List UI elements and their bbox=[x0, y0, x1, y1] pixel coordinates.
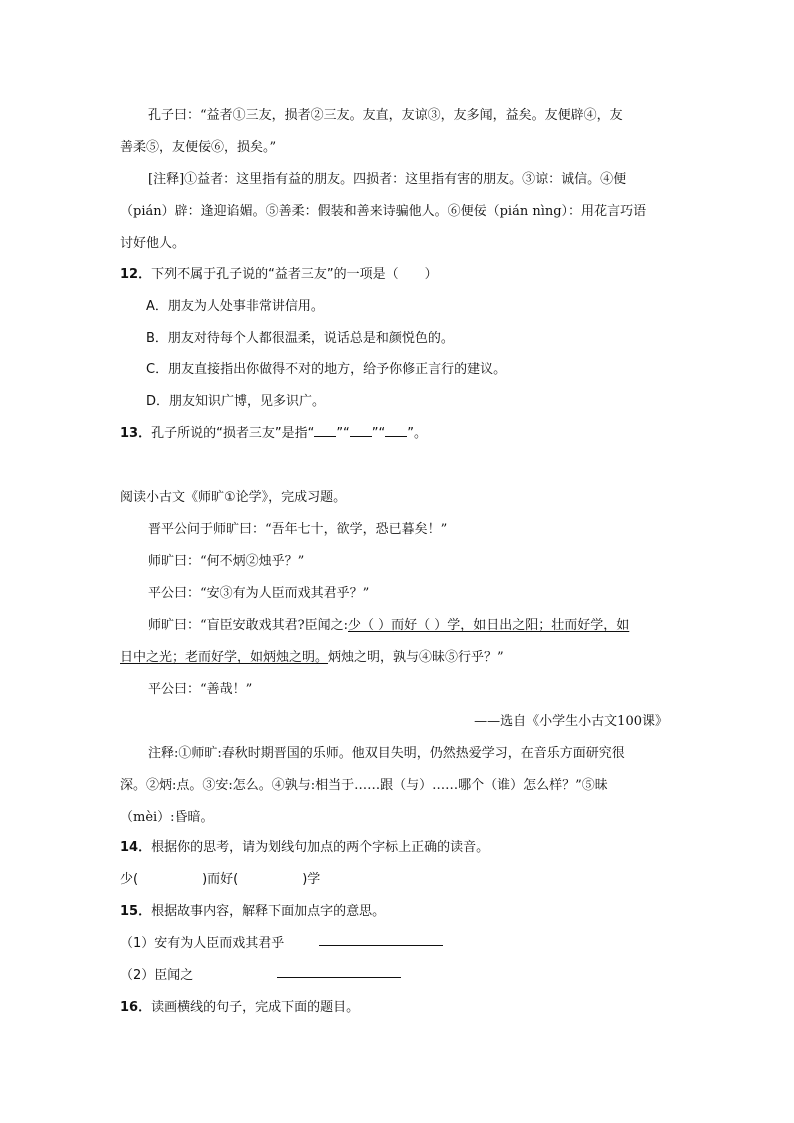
reading2-p4-start: 师旷曰：“盲臣安敢戏其君?臣闻之: bbox=[148, 618, 348, 633]
question-number: 16． bbox=[120, 1000, 152, 1015]
option-c[interactable]: C．朋友直接指出你做得不对的地方，给予你修正言行的建议。 bbox=[146, 362, 507, 377]
reading2-p3: 平公曰：“安③有为人臣而戏其君乎？” bbox=[148, 586, 370, 601]
reading2-intro: 阅读小古文《师旷①论学》，完成习题。 bbox=[120, 490, 347, 505]
underlined-sentence-part1: 少（ ）而好（ ）学，如日出之阳；壮而好学，如 bbox=[348, 618, 630, 633]
passage1-line2: 善柔⑤，友便佞⑥，损矣。” bbox=[120, 140, 277, 155]
passage1-note-line3: 讨好他人。 bbox=[120, 236, 186, 251]
answer-middle: )而好( bbox=[202, 872, 239, 887]
answer-prefix: 少( bbox=[120, 872, 139, 887]
quote-separator: ”“ bbox=[371, 426, 386, 441]
answer-blank-1[interactable] bbox=[314, 424, 336, 437]
question-number: 13． bbox=[120, 426, 152, 441]
reading2-p6: 平公曰：“善哉！” bbox=[148, 682, 253, 697]
reading2-p4 bbox=[148, 614, 629, 633]
question-stem: 下列不属于孔子说的“益者三友”的一项是（ ） bbox=[151, 267, 438, 282]
question-stem: 孔子所说的“损者三友”是指“ bbox=[151, 426, 315, 441]
question-12 bbox=[120, 263, 438, 282]
question-stem: 根据故事内容，解释下面加点字的意思。 bbox=[151, 904, 386, 919]
answer-line-1[interactable] bbox=[319, 945, 443, 946]
question-16 bbox=[120, 996, 359, 1015]
reading2-p5 bbox=[120, 646, 504, 665]
question-14-answer bbox=[120, 868, 320, 887]
answer-blank-3[interactable] bbox=[385, 424, 407, 437]
quote-end: ”。 bbox=[407, 426, 428, 441]
answer-suffix: )学 bbox=[302, 872, 321, 887]
question-15-item2: （2）臣闻之 bbox=[120, 968, 194, 983]
passage1-note-line2: （pián）辟：逢迎谄媚。⑤善柔：假装和善来诗骗他人。⑥便佞（pián nìng）：用花言巧语 bbox=[120, 204, 647, 219]
question-15 bbox=[120, 900, 385, 919]
question-14 bbox=[120, 836, 489, 855]
option-b[interactable]: B．朋友对待每个人都很温柔，说话总是和颜悦色的。 bbox=[146, 331, 454, 346]
option-d[interactable]: D．朋友知识广博，见多识广。 bbox=[146, 394, 326, 409]
question-15-item1: （1）安有为人臣而戏其君乎 bbox=[120, 936, 285, 951]
question-number: 12． bbox=[120, 267, 152, 282]
reading2-note3: （mèi）:昏暗。 bbox=[120, 810, 214, 825]
reading2-p5-end: 炳烛之明，孰与④昧⑤行乎？” bbox=[328, 650, 504, 665]
reading2-source: ——选自《小学生小古文100课》 bbox=[474, 714, 668, 729]
option-a[interactable]: A．朋友为人处事非常讲信用。 bbox=[146, 299, 324, 314]
answer-blank-2[interactable] bbox=[350, 424, 372, 437]
question-stem: 根据你的思考，请为划线句加点的两个字标上正确的读音。 bbox=[151, 840, 490, 855]
passage1-line1: 孔子曰：“益者①三友，损者②三友。友直，友谅③，友多闻，益矣。友便辟④，友 bbox=[148, 108, 623, 123]
passage1-note-line1: [注释]①益者：这里指有益的朋友。四损者：这里指有害的朋友。③谅：诚信。④便 bbox=[148, 172, 627, 187]
question-stem: 读画横线的句子，完成下面的题目。 bbox=[151, 1000, 360, 1015]
reading2-p2: 师旷曰：“何不炳②烛乎？” bbox=[148, 554, 305, 569]
question-number: 15． bbox=[120, 904, 152, 919]
quote-separator: ”“ bbox=[336, 426, 350, 441]
underlined-sentence-part2: 日中之光；老而好学，如炳烛之明。 bbox=[120, 650, 329, 665]
answer-line-2[interactable] bbox=[277, 977, 401, 978]
reading2-note2: 深。②炳:点。③安:怎么。④孰与:相当于……跟（与）……哪个（谁）怎么样？”⑤昧 bbox=[120, 778, 608, 793]
question-13 bbox=[120, 422, 427, 441]
question-number: 14． bbox=[120, 840, 152, 855]
reading2-note1: 注释:①师旷:春秋时期晋国的乐师。他双目失明，仍然热爱学习，在音乐方面研究很 bbox=[148, 746, 625, 761]
reading2-p1: 晋平公问于师旷曰：“吾年七十，欲学，恐已暮矣！” bbox=[148, 522, 448, 537]
